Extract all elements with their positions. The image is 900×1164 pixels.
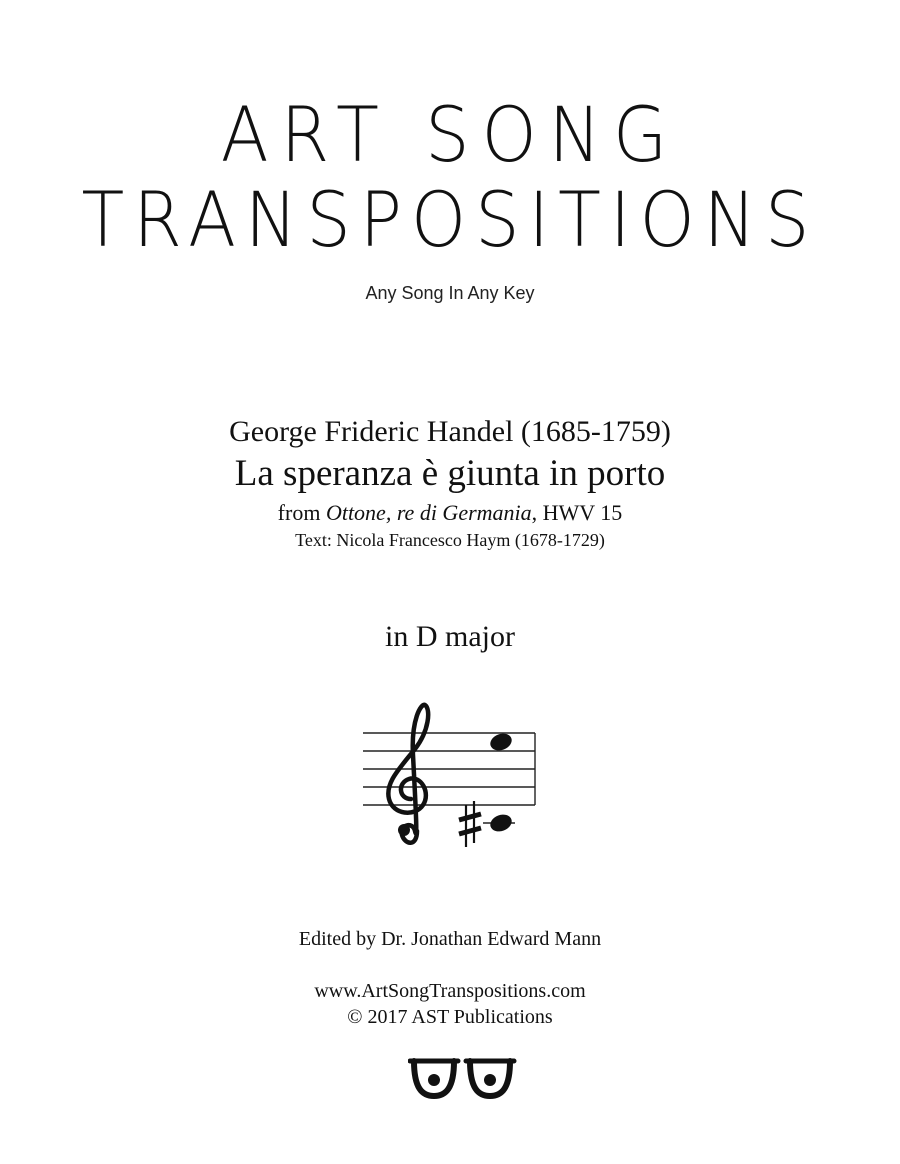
sharp-icon (459, 801, 481, 847)
low-note-c-sharp-4 (488, 812, 514, 835)
key-label: in D major (385, 620, 515, 653)
ast-logo-icon (408, 1056, 518, 1100)
source-opera: Ottone, re di Germania (325, 500, 532, 525)
composer-name: George Frideric Handel (1685-1759) (229, 415, 671, 448)
song-title: La speranza è giunta in porto (234, 453, 666, 494)
brand-title-line-2: TRANSPOSITIONS (81, 175, 819, 265)
source-prefix: from (277, 500, 326, 525)
high-note-e5 (488, 731, 514, 754)
treble-clef-icon (388, 705, 428, 843)
vocal-range-staff (355, 695, 545, 865)
brand-title-line-1: ART SONG (220, 90, 680, 180)
copyright-notice: © 2017 AST Publications (347, 1006, 553, 1028)
source-suffix: , HWV 15 (531, 500, 623, 525)
website-url: www.ArtSongTranspositions.com (314, 980, 586, 1002)
lyricist-credit: Text: Nicola Francesco Haym (1678-1729) (295, 530, 605, 550)
source-line (0, 500, 900, 526)
brand-tagline: Any Song In Any Key (365, 283, 535, 303)
clef-tail-dot (398, 824, 410, 836)
editor-credit: Edited by Dr. Jonathan Edward Mann (298, 928, 602, 950)
